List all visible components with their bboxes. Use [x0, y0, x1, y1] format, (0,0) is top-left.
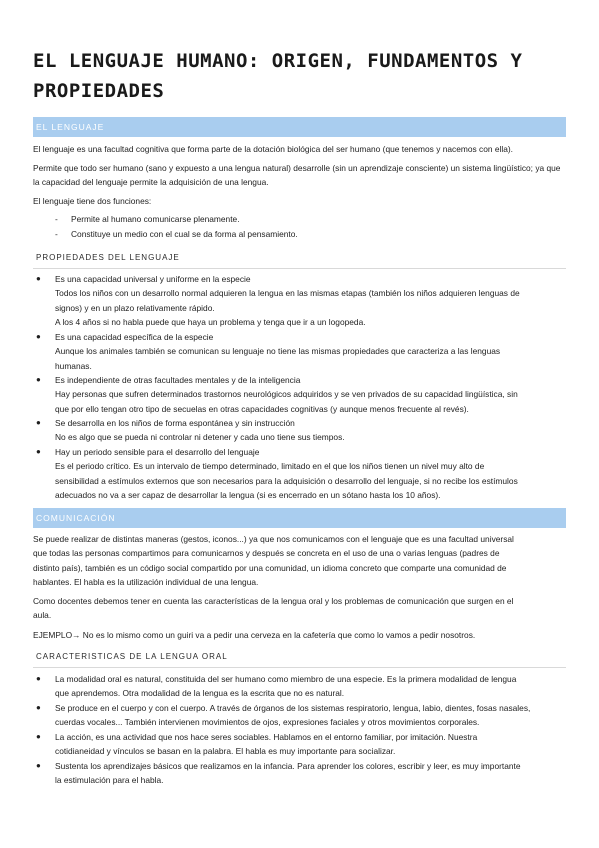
bullet-icon: ● — [36, 732, 41, 741]
document-page: EL LENGUAJE HUMANO: ORIGEN, FUNDAMENTOS Y PROPIEDADES EL LENGUAJE El lenguaje es una facultad cognitiva que forma parte de la dotación biológica del ser humano (que tenemos y nacemos con ella). Permite que todo ser humano (sano y expuesto a una lengua natural) desarrolle (sin un aprendizaje consciente) un sistema lingüístico; ya que la capacidad del lenguaje permite la adquisición de una lengua. El lenguaje tiene dos funciones: - Permite al humano comunicarse plenamente. - Constituye un medio con el cual se da forma al pensamiento. PROPIEDADES DEL LENGUAJE ● Es una capacidad universal y uniforme en la especie Todos los niños con un desarrollo normal adquieren la lengua en las mismas etapas (también los niños adquieren lenguas de signos) y en un plazo relativamente rápido. A los 4 años si no habla puede que haya un problema y tenga que ir a un logopeda. ● Es una capacidad específica de la especie Aunque los animales también se comunican su lenguaje no tiene las mismas propiedades que caracteriza a las lenguas humanas. ● Es independiente de otras facultades mentales y de la inteligencia Hay personas que sufren determinados trastornos neurológicos adquiridos y se ven privados de su capacidad lingüística, sin que por ello tengan otro tipo de secuelas en otras capacidades cognitivas (y aunque menos frecuente al revés). ● Se desarrolla en los niños de forma espontánea y sin instrucción No es algo que se pueda ni controlar ni detener y cada uno tiene sus tiempos. ● Hay un periodo sensible para el desarrollo del lenguaje Es el periodo crítico. Es un intervalo de tiempo determinado, limitado en el que los niños tienen un nivel muy alto de sensibilidad a estímulos externos que son necesarios para la adquisición o desarrollo del lenguaje, si no recibe los estímulos adecuados no va a ser capaz de desarrollar la lengua (si es encerrado en un sótano hasta los 10 años). COMUNICACIÓN Se puede realizar de distintas maneras (gestos, iconos...) ya que nos comunicamos con el lenguaje que es una facultad universal que todas las personas compartimos para comunicarnos y después se concreta en el uso de una o varias lenguas (padres de distinto país), también es un código social compartido por una comunidad, un idioma concreto que comparte una comunidad de hablantes. El habla es la utilización individual de una lengua. Como docentes debemos tener en cuenta las características de la lengua oral y los problemas de comunicación que surgen en el aula. EJEMPLO→ No es lo mismo como un guiri va a pedir una cerveza en la cafetería que como lo vamos a pedir nosotros. CARACTERISTICAS DE LA LENGUA ORAL ● La modalidad oral es natural, constituida del ser humano como miembro de una especie. Es la primera modalidad de lengua que aprendemos. Otra modalidad de la lengua es la escrita que no es natural. ● Se produce en el cuerpo y con el cuerpo. A través de órganos de los sistemas respiratorio, lengua, labio, dientes, fosas nasales, cuerdas vocales... También intervienen movimientos de ojos, expresiones faciales y otros movimientos corporales. ● La acción, es una actividad que nos hace seres sociables. Hablamos en el entorno familiar, por imitación. Nuestra cotidianeidad y vínculos se basan en la palabra. El habla es muy importante para socializar. ● Sustenta los aprendizajes básicos que realizamos en la infancia. Para aprender los colores, escribir y leer, es muy importante la estimulación para el habla. — [0, 0, 599, 848]
list-item: ● Se desarrolla en los niños de forma espontánea y sin instrucción No es algo que se pueda ni controlar ni detener y cada uno tiene sus tiempos. — [36, 418, 345, 443]
list-item: ● La acción, es una actividad que nos hace seres sociables. Hablamos en el entorno familiar, por imitación. Nuestra cotidianeidad y vínculos se basan en la palabra. El habla es muy importante para socializar. — [36, 732, 478, 757]
list-item: ● Es una capacidad universal y uniforme en la especie Todos los niños con un desarrollo normal adquieren la lengua en las mismas etapas (también los niños adquieren lenguas de signos) y en un plazo relativamente rápido. A los 4 años si no habla puede que haya un problema y tenga que ir a un logopeda. — [36, 274, 520, 327]
bullet-icon: ● — [36, 274, 41, 283]
list-item: ● Es una capacidad específica de la especie Aunque los animales también se comunican su lenguaje no tiene las mismas propiedades que caracteriza a las lenguas humanas. — [36, 332, 501, 371]
list-item: ● Se produce en el cuerpo y con el cuerpo. A través de órganos de los sistemas respiratorio, lengua, labio, dientes, fosas nasales, cuerdas vocales... También intervienen movimientos de ojos, expresiones faciales y otros movimientos corporales. — [36, 703, 531, 728]
section-header-comunicacion: COMUNICACIÓN — [33, 508, 566, 528]
paragraph: El lenguaje tiene dos funciones: — [33, 196, 152, 206]
list-item: ● Es independiente de otras facultades mentales y de la inteligencia Hay personas que sufren determinados trastornos neurológicos adquiridos y se ven privados de su capacidad lingüística, sin que por ello tengan otro tipo de secuelas en otras capacidades cognitivas (y aunque menos frecuente al revés). — [36, 375, 518, 414]
bullet-icon: ● — [36, 761, 41, 770]
list-item: ● Sustenta los aprendizajes básicos que realizamos en la infancia. Para aprender los colores, escribir y leer, es muy importante la estimulación para el habla. — [36, 761, 521, 786]
paragraph: Se puede realizar de distintas maneras (gestos, iconos...) ya que nos comunicamos con el lenguaje que es una facultad universal que todas las personas compartimos para comunicarnos y después se concreta en el uso de una o varias lenguas (padres de distinto país), también es un código social compartido por una comunidad, un idioma concreto que comparte una comunidad de hablantes. El habla es la utilización individual de una lengua. — [33, 534, 514, 587]
section-header-lenguaje: EL LENGUAJE — [33, 117, 566, 137]
bullet-icon: ● — [36, 703, 41, 712]
section-header-caracteristicas: CARACTERISTICAS DE LA LENGUA ORAL — [33, 650, 566, 668]
section-header-propiedades: PROPIEDADES DEL LENGUAJE — [33, 251, 566, 269]
bullet-icon: ● — [36, 375, 41, 384]
paragraph: Como docentes debemos tener en cuenta las características de la lengua oral y los problemas de comunicación que surgen en el aula. — [33, 596, 514, 621]
paragraph: El lenguaje es una facultad cognitiva que forma parte de la dotación biológica del ser humano (que tenemos y nacemos con ella). — [33, 144, 513, 154]
bullet-icon: ● — [36, 674, 41, 683]
bullet-icon: ● — [36, 418, 41, 427]
list-item: ● Hay un periodo sensible para el desarrollo del lenguaje Es el periodo crítico. Es un intervalo de tiempo determinado, limitado en el que los niños tienen un nivel muy alto de sensibilidad a estímulos externos que son necesarios para la adquisición o desarrollo del lenguaje, si no recibe los estímulos adecuados no va a ser capaz de desarrollar la lengua (si es encerrado en un sótano hasta los 10 años). — [36, 447, 518, 500]
list-item: ● La modalidad oral es natural, constituida del ser humano como miembro de una especie. Es la primera modalidad de lengua que aprendemos. Otra modalidad de la lengua es la escrita que no es natural. — [36, 674, 517, 699]
paragraph: Permite que todo ser humano (sano y expuesto a una lengua natural) desarrolle (sin un aprendizaje consciente) un sistema lingüístico; ya que la capacidad del lenguaje permite la adquisición de una lengua. — [33, 163, 561, 188]
page-title: EL LENGUAJE HUMANO: ORIGEN, FUNDAMENTOS Y PROPIEDADES — [33, 50, 523, 102]
bullet-icon: ● — [36, 332, 41, 341]
bullet-icon: ● — [36, 447, 41, 456]
example-paragraph: EJEMPLO→ No es lo mismo como un guiri va a pedir una cerveza en la cafetería que como lo vamos a pedir nosotros. — [33, 630, 476, 640]
